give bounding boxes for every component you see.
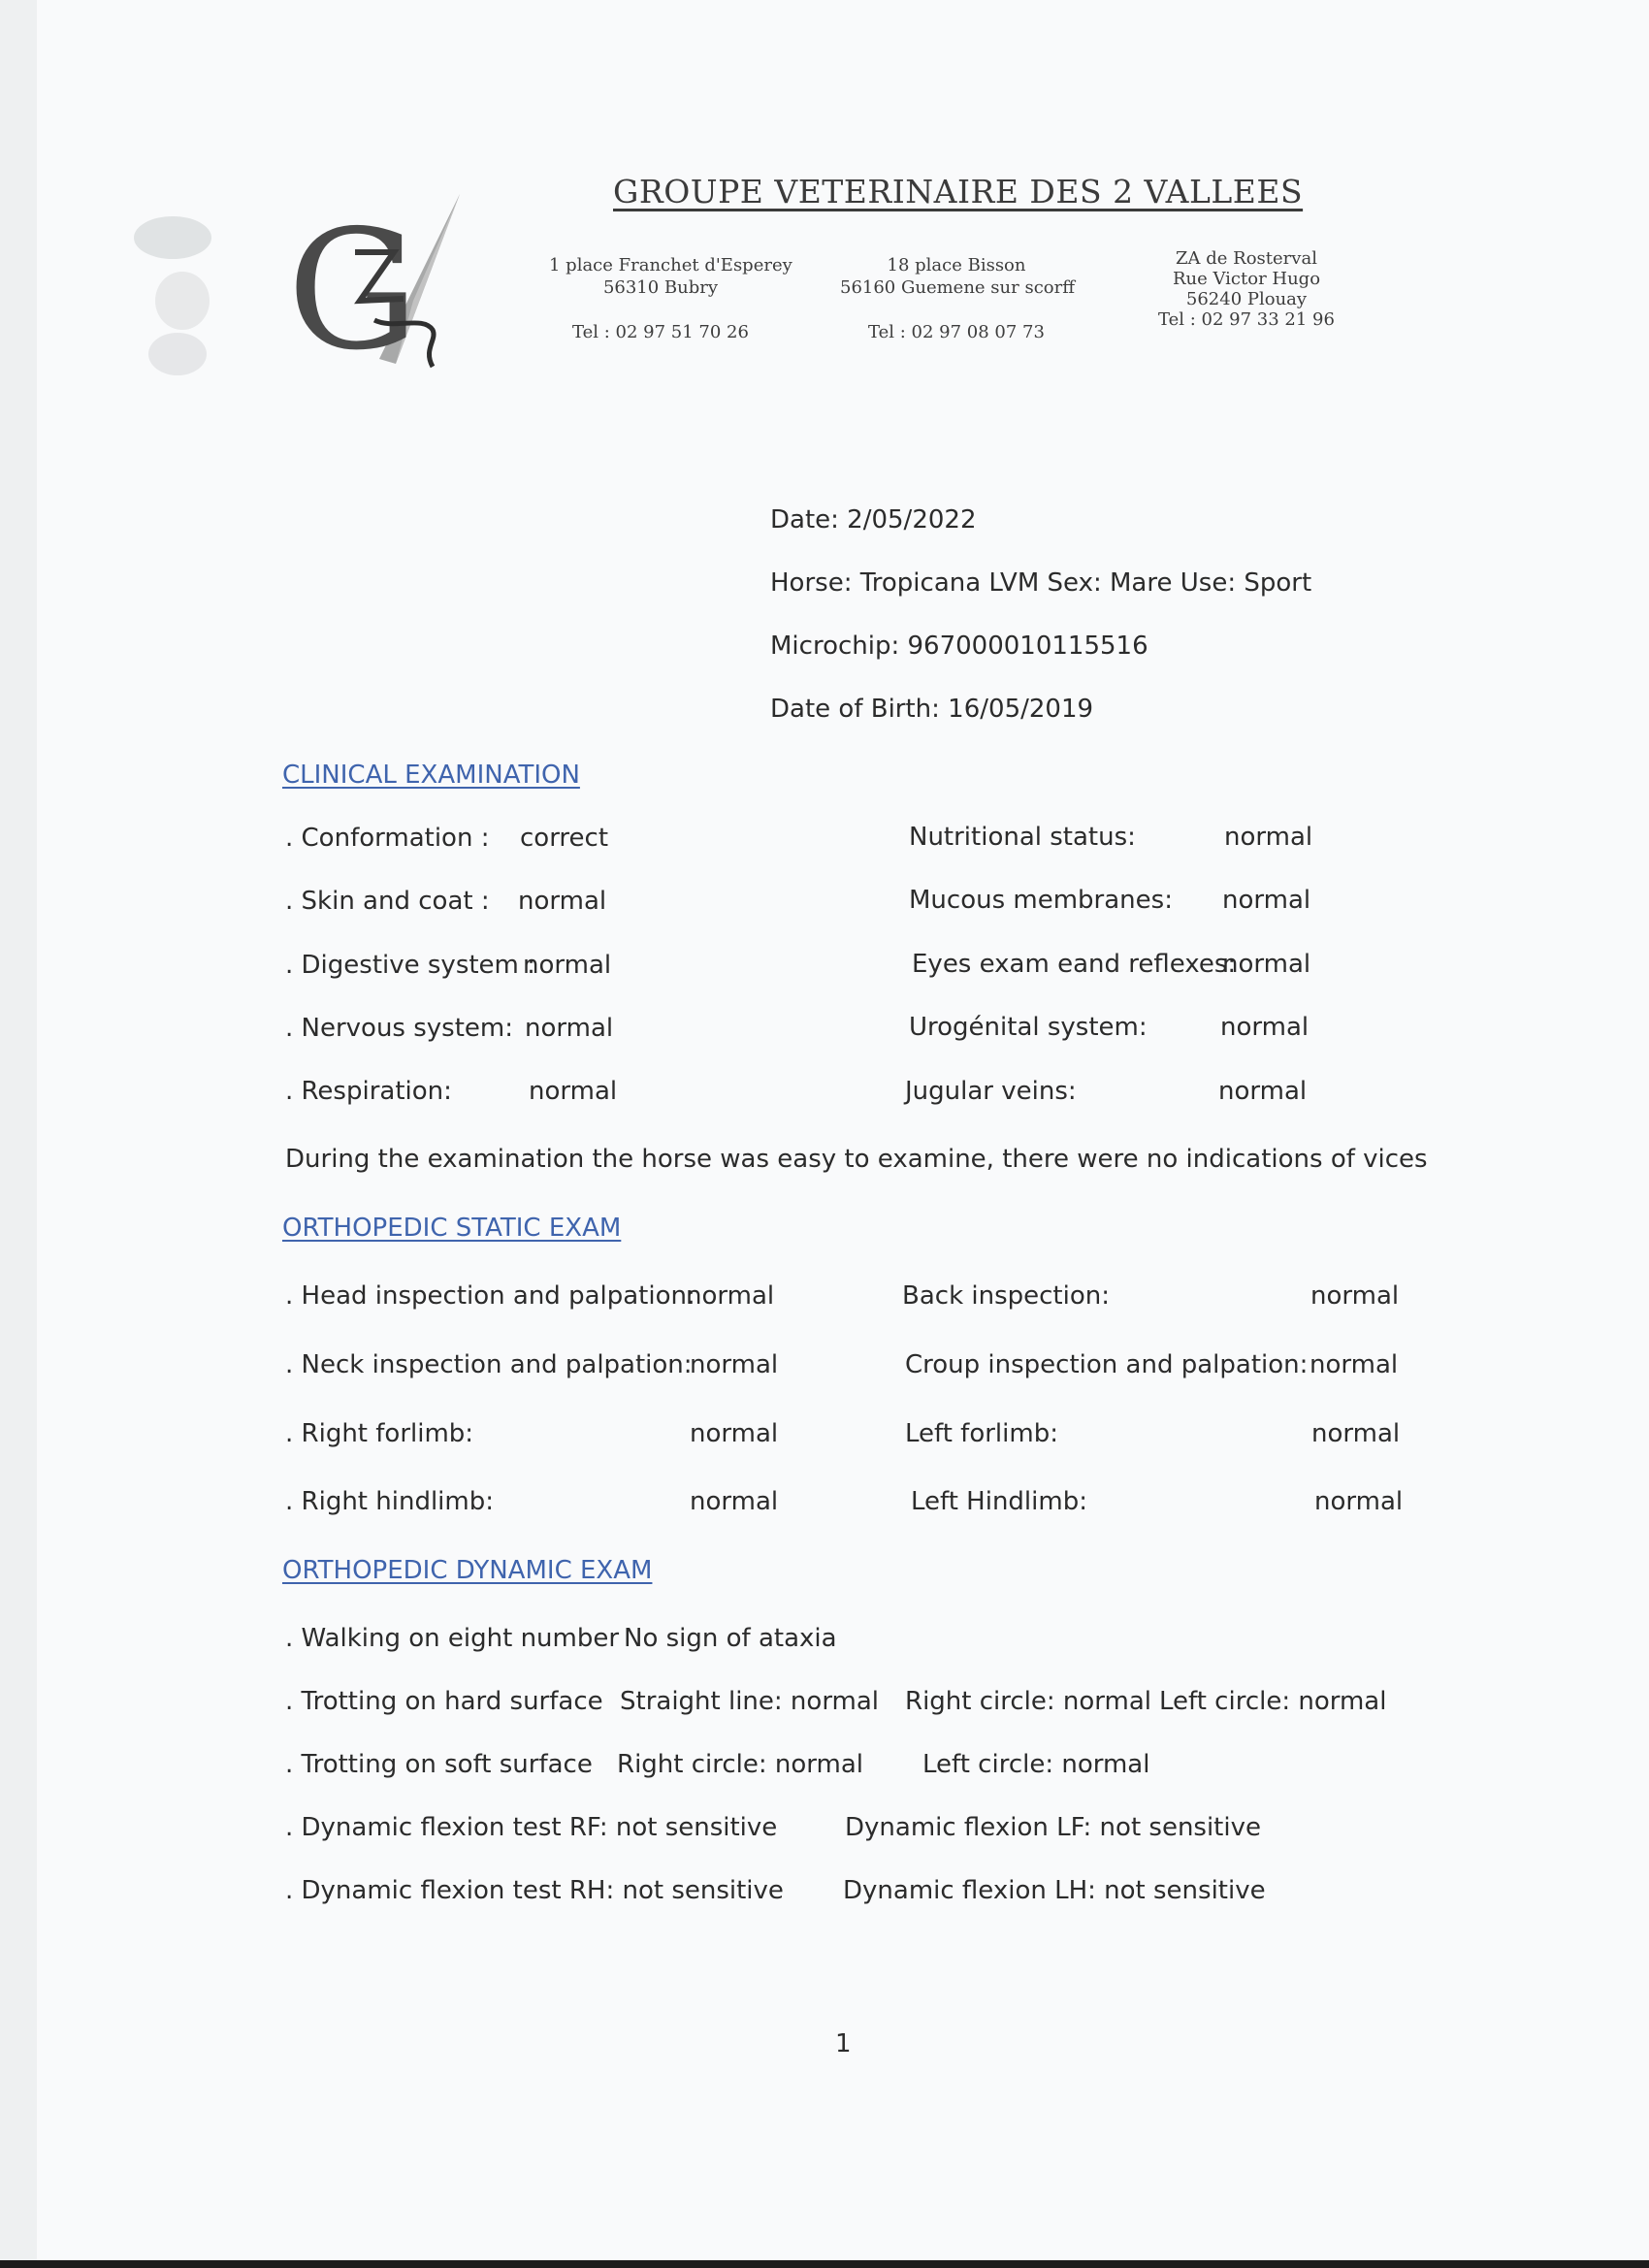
dynamic-label: . Trotting on hard surface — [285, 1687, 603, 1716]
office-guemene — [840, 254, 1073, 343]
clinical-value: normal — [529, 1077, 618, 1106]
dynamic-flexion-test: . Dynamic flexion test RF: not sensitive — [285, 1813, 778, 1842]
clinical-label: Jugular veins: — [905, 1077, 1077, 1106]
office-line — [840, 299, 1073, 321]
clinical-value: normal — [1222, 886, 1311, 915]
page-number: 1 — [835, 2029, 852, 2058]
section-heading-clinical: CLINICAL EXAMINATION — [282, 761, 580, 790]
clinical-value: normal — [1224, 823, 1313, 852]
static-value: normal — [1311, 1419, 1401, 1448]
section-heading-dynamic: ORTHOPEDIC DYNAMIC EXAM — [282, 1556, 653, 1585]
static-label: . Head inspection and palpation: — [285, 1281, 695, 1311]
clinic-name: GROUPE VETERINAIRE DES 2 VALLEES — [613, 173, 1304, 211]
dynamic-result: Right circle: normal — [617, 1750, 864, 1779]
clinical-label: Eyes exam eand reflexes: — [912, 950, 1237, 979]
clinical-label: . Skin and coat : — [285, 887, 490, 916]
clinic-logo — [287, 194, 462, 378]
static-value: normal — [690, 1419, 779, 1448]
static-label: Left Hindlimb: — [911, 1487, 1087, 1516]
microchip: Microchip: 967000010115516 — [770, 632, 1148, 661]
horse-info: Horse: Tropicana LVM Sex: Mare Use: Sport — [770, 568, 1312, 598]
office-phone: Tel : 02 97 33 21 96 — [1158, 309, 1335, 330]
scan-smudge — [114, 209, 231, 383]
dynamic-flexion-test: Dynamic flexion LH: not sensitive — [843, 1876, 1266, 1905]
static-label: Back inspection: — [902, 1281, 1110, 1311]
office-line: 56310 Bubry — [602, 277, 719, 298]
office-line: 56160 Guemene sur scorff — [840, 277, 1075, 298]
office-line: Rue Victor Hugo — [1172, 269, 1321, 289]
dynamic-result: Left circle: normal — [922, 1750, 1150, 1779]
dynamic-label: . Trotting on soft surface — [285, 1750, 593, 1779]
clinical-label: Mucous membranes: — [909, 886, 1173, 915]
office-phone: Tel : 02 97 08 07 73 — [868, 322, 1045, 342]
clinical-value: normal — [518, 887, 607, 916]
office-line: 56240 Plouay — [1185, 289, 1308, 309]
dynamic-label: . Walking on eight number — [285, 1624, 620, 1653]
clinical-value: normal — [1218, 1077, 1308, 1106]
office-bubry — [549, 254, 792, 343]
dynamic-result: Right circle: normal — [905, 1687, 1152, 1716]
date-of-birth: Date of Birth: 16/05/2019 — [770, 695, 1094, 724]
clinical-value: normal — [525, 1014, 614, 1043]
clinical-value: normal — [523, 951, 612, 980]
dynamic-flexion-test: Dynamic flexion LF: not sensitive — [845, 1813, 1261, 1842]
static-label: . Right forlimb: — [285, 1419, 474, 1448]
clinical-note: During the examination the horse was easy to examine, there were no indications of vices — [285, 1145, 1428, 1174]
dynamic-result: Straight line: normal — [620, 1687, 880, 1716]
section-heading-static: ORTHOPEDIC STATIC EXAM — [282, 1214, 622, 1243]
static-value: normal — [686, 1281, 775, 1311]
static-label: . Right hindlimb: — [285, 1487, 494, 1516]
clinical-value: normal — [1222, 950, 1311, 979]
office-phone: Tel : 02 97 51 70 26 — [572, 322, 749, 342]
dynamic-result: No sign of ataxia — [624, 1624, 837, 1653]
static-value: normal — [1310, 1350, 1399, 1379]
office-line — [549, 299, 772, 321]
dynamic-result: Left circle: normal — [1159, 1687, 1387, 1716]
static-value: normal — [1310, 1281, 1400, 1311]
clinical-label: Urogénital system: — [909, 1013, 1148, 1042]
office-line: 1 place Franchet d'Esperey — [549, 255, 792, 275]
scan-bottom-edge — [0, 2260, 1649, 2268]
office-line: 18 place Bisson — [887, 255, 1026, 275]
clinical-label: . Digestive system : — [285, 951, 535, 980]
clinical-value: correct — [520, 824, 609, 853]
dynamic-flexion-test: . Dynamic flexion test RH: not sensitive — [285, 1876, 784, 1905]
static-value: normal — [690, 1350, 779, 1379]
static-label: Left forlimb: — [905, 1419, 1058, 1448]
office-plouay — [1145, 248, 1348, 330]
scan-left-margin — [0, 0, 37, 2268]
office-line: ZA de Rosterval — [1176, 248, 1317, 269]
exam-date: Date: 2/05/2022 — [770, 505, 977, 535]
clinical-label: . Respiration: — [285, 1077, 452, 1106]
static-value: normal — [690, 1487, 779, 1516]
clinical-label: Nutritional status: — [909, 823, 1136, 852]
svg-text:G: G — [287, 195, 419, 378]
static-label: . Neck inspection and palpation: — [285, 1350, 693, 1379]
clinical-value: normal — [1220, 1013, 1310, 1042]
static-label: Croup inspection and palpation: — [905, 1350, 1309, 1379]
clinical-label: . Nervous system: — [285, 1014, 514, 1043]
static-value: normal — [1314, 1487, 1404, 1516]
clinical-label: . Conformation : — [285, 824, 490, 853]
